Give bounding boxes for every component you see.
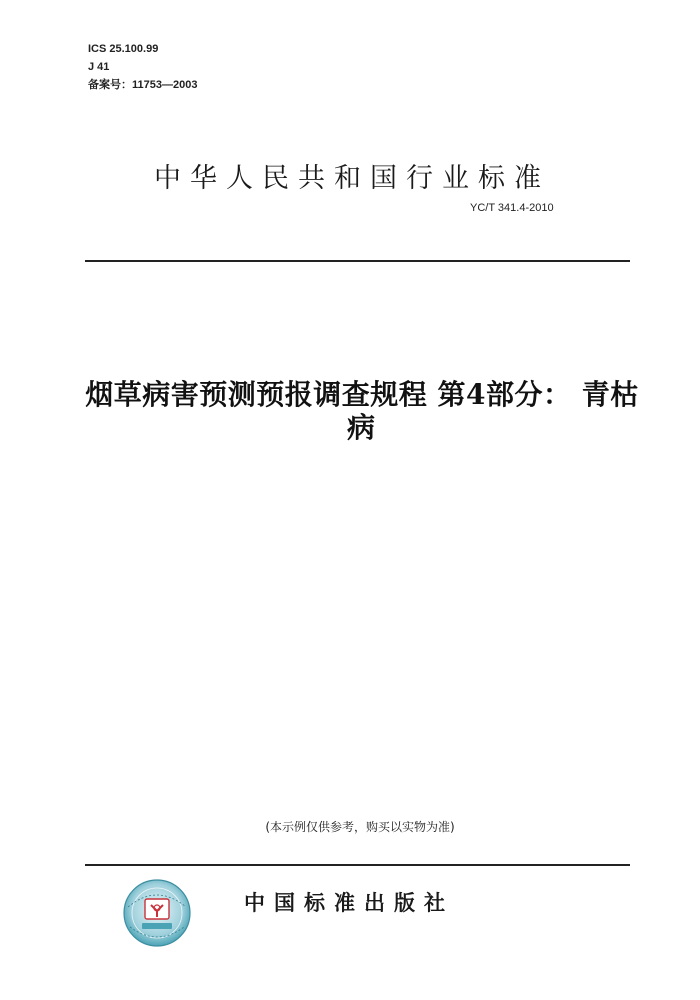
header-divider: [85, 260, 630, 262]
footer-divider: [85, 864, 630, 866]
standard-type-title: 中华人民共和国行业标准: [154, 163, 550, 194]
document-title: [62, 378, 662, 444]
filing-number: 备案号：11753—2003: [88, 79, 198, 91]
document-title-line-1: 烟草病害预测预报调查规程 第4部分： 青枯: [85, 378, 639, 411]
standard-code: YC/T 341.4-2010: [470, 202, 554, 214]
ics-code: ICS 25.100.99: [88, 43, 159, 55]
sample-disclaimer: (本示例仅供参考，购买以实物为准): [265, 820, 455, 834]
document-title-line-2: 病: [346, 411, 375, 444]
classification-code: J 41: [88, 61, 110, 73]
document-metadata: [88, 40, 197, 94]
publisher-seal-icon: [118, 877, 196, 949]
publisher-name: 中国标准出版社: [244, 891, 454, 915]
